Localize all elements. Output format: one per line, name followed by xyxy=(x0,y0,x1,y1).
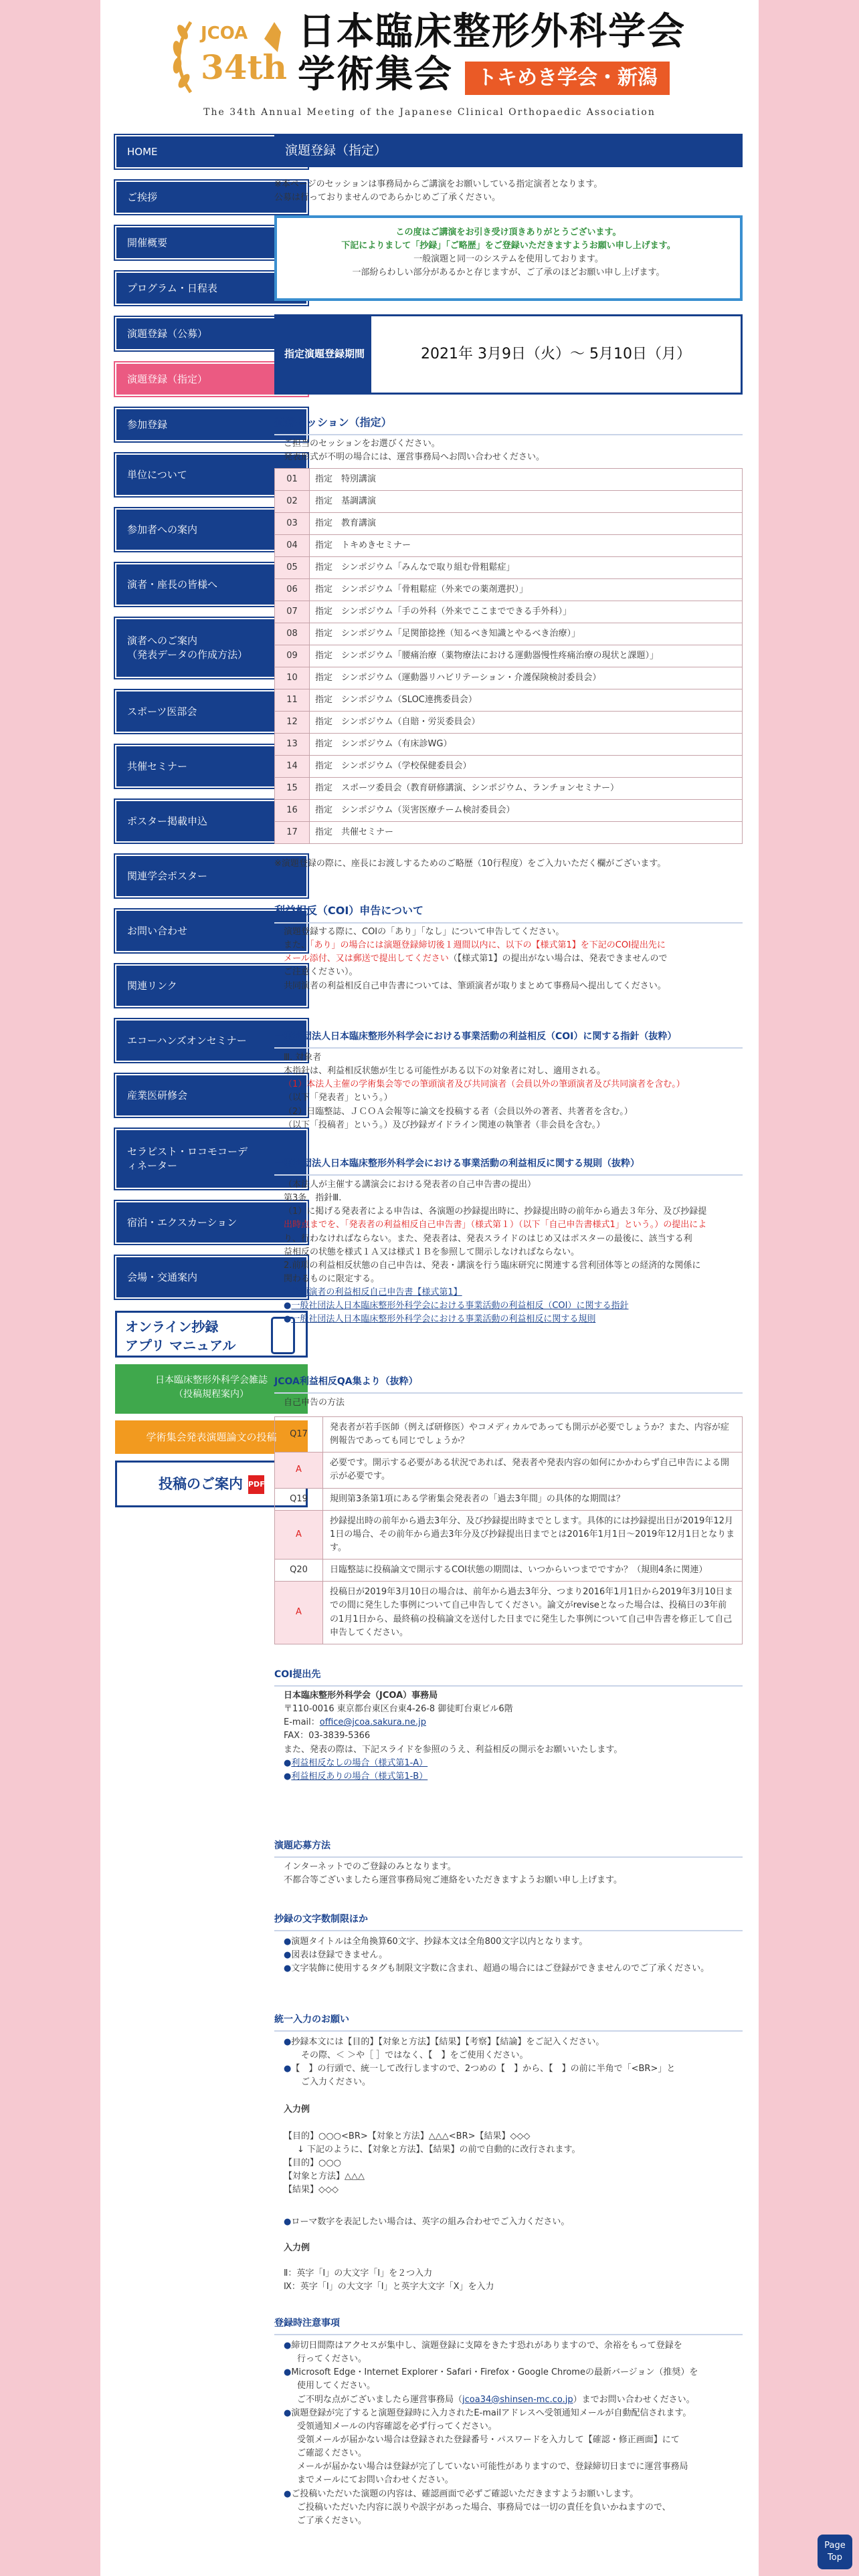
sidebar-item-label: 宿泊・エクスカーション xyxy=(127,1216,237,1228)
app-manual-line1: オンライン抄録 xyxy=(125,1319,219,1335)
sidebar-item-label: 産業医研修会 xyxy=(127,1089,188,1101)
session-number: 12 xyxy=(275,712,310,734)
coi-slide-item[interactable] xyxy=(284,1770,743,1784)
sessions-table xyxy=(274,468,743,844)
limit-text-part: 図表は登録できません。 xyxy=(291,1950,388,1961)
notes-line: 受領メールが届かない場合は登録された登録番号・パスワードを入力して【確認・修正画面】にて xyxy=(297,2434,680,2445)
rules-line: （本法人が主催する講演会における発表者の自己申告書の提出） xyxy=(284,1180,537,1190)
session-name: 指定 スポーツ委員会（教育研修講演、シンポジウム、ランチョンセミナー） xyxy=(310,778,743,800)
sidebar-item-label: 演題登録（指定） xyxy=(127,372,208,385)
session-number: 16 xyxy=(275,800,310,822)
table-row xyxy=(275,756,743,778)
bullet-icon: ● xyxy=(284,1314,292,1325)
rules-line: 出時点までを、「発表者の利益相反自己申告書」（様式第１）（以下「自己申告書様式1」という。）の提出によ xyxy=(284,1220,707,1230)
rules-link[interactable]: 一般社団法人日本臨床整形外科学会における事業活動の利益相反に関する規則 xyxy=(291,1314,596,1325)
intro-text xyxy=(274,178,743,205)
qa-table xyxy=(274,1416,743,1644)
bullet-icon: ● xyxy=(284,2064,292,2074)
limit-line xyxy=(284,1949,743,1962)
coi-line: 共同演者の利益相反自己申告書については、筆頭演者が取りまとめて事務局へ提出してください。 xyxy=(284,980,666,991)
guideline-line: （1）本法人主催の学術集会等での筆頭演者及び共同演者（会員以外の筆頭演者及び共同演者を含む。） xyxy=(284,1079,685,1090)
session-number: 10 xyxy=(275,667,310,689)
bullet-icon: ● xyxy=(284,1287,292,1298)
unified-text-part: 抄録本文には【目的】【対象と方法】【結果】【考察】【結論】をご記入ください。 xyxy=(291,2037,605,2047)
table-row xyxy=(275,601,743,623)
sidebar-item-label: HOME xyxy=(127,145,158,158)
sidebar-item-label: 参加登録 xyxy=(127,418,168,431)
notes-line: までメールにてお問い合わせください。 xyxy=(297,2475,454,2486)
table-row xyxy=(275,1582,743,1644)
table-row xyxy=(275,1453,743,1488)
bullet-icon: ● xyxy=(284,1937,292,1947)
qa-answer-text: 抄録提出時の前年から過去3年分、及び抄録提出時までとします。具体的には抄録提出日が2019年12月1日の場合、その前年から過去3年分及び抄録提出日までとは2016年1月1日～2019年12月1日となります。 xyxy=(323,1510,743,1559)
qa-question-text: 規則第3条第1項にある学術集会発表者の「過去3年間」の具体的な期間は？ xyxy=(323,1488,743,1510)
sidebar-item-label: 参加者への案内 xyxy=(127,523,198,536)
guideline-line: 本指針は、利益相反状態が生じる可能性がある以下の対象者に対し、適用される。 xyxy=(284,1066,606,1077)
guideline-line: （2）日臨整誌、ＪＣＯＡ会報等に論文を投稿する者（会員以外の著者、共著者を含む。） xyxy=(284,1106,633,1117)
rules-line: （1）に掲げる発表者による申告は、各演題の抄録提出時に、抄録提出時の前年から過去３年分、及び抄録提 xyxy=(284,1206,707,1217)
logo-laurel-icon[interactable] xyxy=(164,12,291,99)
unified-line: その際、＜ ＞や［ ］ではなく、【 】をご使用ください。 xyxy=(301,2050,529,2061)
coi-text-part: メール添付、又は郵送で提出してください xyxy=(284,954,449,964)
notice-box xyxy=(274,215,743,301)
session-number: 09 xyxy=(275,645,310,667)
coi-submit-line: 〒110-0016 東京都台東区台東4-26-8 御徒町台東ビル6階 xyxy=(284,1704,513,1715)
header-subtitle: The 34th Annual Meeting of the Japanese Clinical Orthopaedic Association xyxy=(203,107,656,118)
bullet-icon: ● xyxy=(284,2407,292,2418)
unified-text xyxy=(284,2036,743,2294)
intro-line: 公募は行っておりませんのであらかじめご了承ください。 xyxy=(274,193,501,203)
rules-heading: 一般社団法人日本臨床整形外科学会における事業活動の利益相反に関する規則（抜粋） xyxy=(274,1157,743,1176)
table-row xyxy=(275,689,743,712)
example-line: 【結果】◇◇◇ xyxy=(284,2185,339,2195)
sidebar-item-links[interactable] xyxy=(115,964,308,1007)
table-row xyxy=(275,734,743,756)
table-row xyxy=(275,535,743,557)
example-line: ↓ 下記のように、【対象と方法】、【結果】の前で自動的に改行されます。 xyxy=(297,2144,581,2155)
period-box xyxy=(274,314,743,395)
sidebar-item-label: 会場・交通案内 xyxy=(127,1271,198,1283)
session-name: 指定 トキめきセミナー xyxy=(310,535,743,557)
limit-text-part: 文字装飾に使用するタグも制限文字数に含まれ、超過の場合にはご登録ができませんのでご了承ください。 xyxy=(291,1963,710,1974)
rules-line: り、行わなければならない。また、発表者は、発表スライドのはじめ又はポスターの最後に、該当する利 xyxy=(284,1233,692,1244)
example2-label: 入力例 xyxy=(284,2242,310,2253)
session-name: 指定 特別講演 xyxy=(310,469,743,491)
notes-line xyxy=(284,2488,743,2501)
table-row xyxy=(275,822,743,844)
guideline-heading: 一般社団法人日本臨床整形外科学会における事業活動の利益相反（COI）に関する指針（抜粋） xyxy=(274,1030,743,1049)
session-number: 04 xyxy=(275,535,310,557)
table-row xyxy=(275,1510,743,1559)
bullet-icon: ● xyxy=(284,2037,292,2047)
session-name: 指定 シンポジウム（自賠・労災委員会） xyxy=(310,712,743,734)
bullet-icon: ● xyxy=(284,1963,292,1974)
guideline-line: （以下「投稿者」という。）及び抄録ガイドライン関連の執筆者（非会員を含む。） xyxy=(284,1119,605,1130)
session-number: 15 xyxy=(275,778,310,800)
limit-text xyxy=(284,1935,743,1975)
coi-text xyxy=(284,926,743,993)
sidebar-item-label: ポスター掲載申込 xyxy=(127,815,208,827)
sidebar-item-label: 共催セミナー xyxy=(127,760,188,772)
notes-text-part: Microsoft Edge・Internet Explorer・Safari・Firefox・Google Chromeの最新バージョン（推奨）を xyxy=(291,2367,698,2378)
qa-question-text: 日臨整誌に投稿論文で開示するCOI状態の期間は、いつからいつまでですか？（規則4条に関連） xyxy=(323,1560,743,1582)
qa-answer-text: 投稿日が2019年3月10日の場合は、前年から過去3年分、つまり2016年1月1日から2019年3月10日までの間に発生した事例について自己申告してください。論文がreviseとなった場合は、投稿日の3年前の1月1日から、最終稿の投稿論文を送付した日までに発生した事例について自己申告書を修正して自己申告してください。 xyxy=(323,1582,743,1644)
table-row xyxy=(275,513,743,535)
sidebar-item-label: ィネーター xyxy=(127,1160,178,1172)
session-name: 指定 シンポジウム（災害医療チーム検討委員会） xyxy=(310,800,743,822)
coi-submit-line xyxy=(284,1716,743,1729)
method-text xyxy=(284,1860,743,1887)
notes-text-part: 演題登録が完了すると演題登録時に入力されたE-mailアドレスへ受領通知メールが自動配信されます。 xyxy=(291,2407,692,2418)
header-title-line2: 学術集会 xyxy=(298,53,453,96)
table-row xyxy=(275,1488,743,1510)
notes-line xyxy=(284,2407,743,2420)
bullet-icon: ● xyxy=(284,2341,292,2351)
notes-text-part: ）までお問い合わせください。 xyxy=(573,2394,695,2405)
qa-answer-text: 必要です。開示する必要がある状況であれば、発表者や発表内容の如何にかかわらず自己申告による開示が必要です。 xyxy=(323,1453,743,1488)
page xyxy=(100,0,759,2576)
table-row xyxy=(275,778,743,800)
unified-text-part: 【 】の行頭で、統一して改行しますので、2つめの【 】から、【 】の前に半角で「<BR>」と xyxy=(291,2064,676,2074)
notes-line xyxy=(284,2366,743,2379)
coi-submit-heading: COI提出先 xyxy=(274,1668,743,1687)
qa-answer-key: A xyxy=(275,1453,323,1488)
table-row xyxy=(275,1417,743,1453)
coi-line: 演題登録する際に、COIの「あり」「なし」について申告してください。 xyxy=(284,927,565,937)
sessions-note xyxy=(284,437,743,464)
header-title-line1: 日本臨床整形外科学会 xyxy=(298,10,686,53)
session-name: 指定 シンポジウム（有床診WG） xyxy=(310,734,743,756)
sidebar-item-hotel[interactable] xyxy=(115,1201,308,1244)
table-row xyxy=(275,645,743,667)
logo-text: JCOA xyxy=(201,23,248,43)
table-row xyxy=(275,1560,743,1582)
rules-link-item[interactable] xyxy=(284,1313,743,1326)
rules-line: 関わるものに限定する。 xyxy=(284,1273,380,1284)
notes-heading: 登録時注意事項 xyxy=(274,2317,743,2335)
notes-line xyxy=(284,2393,743,2407)
session-name: 指定 シンポジウム（SLOC連携委員会） xyxy=(310,689,743,712)
page-top-line: Page xyxy=(824,2541,846,2551)
coi-slide-item[interactable] xyxy=(284,1757,743,1770)
notice-line: 下記によりまして「抄録」「ご略歴」をご登録いただきますようお願い申し上げます。 xyxy=(341,241,676,251)
table-row xyxy=(275,491,743,513)
unified-heading: 統一入力のお願い xyxy=(274,2013,743,2032)
coi-line xyxy=(284,939,743,952)
session-name: 指定 シンポジウム「足関節捻挫（知るべき知識とやるべき治療）」 xyxy=(310,623,743,645)
header-badge: トキめき学会・新潟 xyxy=(465,62,670,95)
unified-line xyxy=(284,2036,743,2049)
method-heading: 演題応募方法 xyxy=(274,1839,743,1858)
bullet-icon: ● xyxy=(284,2488,292,2499)
session-number: 07 xyxy=(275,601,310,623)
sidebar-item-label: プログラム・日程表 xyxy=(127,282,217,294)
qa-answer-key: A xyxy=(275,1510,323,1559)
coi-submit-line: また、発表の際は、下記スライドを参照のうえ、利益相反の開示をお願いいたします。 xyxy=(284,1744,623,1755)
limit-heading: 抄録の文字数制限ほか xyxy=(274,1913,743,1931)
notes-line: 受領通知メールの内容確認を必ず行ってください。 xyxy=(297,2421,497,2432)
sessions-note-line: ご担当のセッションをお選びください。 xyxy=(284,439,440,449)
table-row xyxy=(275,579,743,601)
session-name: 指定 シンポジウム「腰痛治療（薬物療法における運動器慢性疼痛治療の現状と課題）」 xyxy=(310,645,743,667)
coi-text-part: （【様式第1】の提出がない場合は、発表できませんので xyxy=(448,954,668,964)
guideline-line: Ⅲ. 対象者 xyxy=(284,1053,322,1063)
unified-line: ご入力ください。 xyxy=(301,2077,371,2088)
sessions-note-line: 発表形式が不明の場合には、運営事務局へお問い合わせください。 xyxy=(284,452,545,463)
app-manual-button[interactable] xyxy=(115,1311,308,1358)
coi-slide-link[interactable]: 利益相反ありの場合（様式第1-B） xyxy=(291,1771,428,1782)
session-number: 05 xyxy=(275,557,310,579)
qa-sub: 自己申告の方法 xyxy=(284,1398,345,1408)
rules-link[interactable]: 筆頭演者の利益相反自己申告書【様式第1】 xyxy=(291,1287,462,1298)
roman-text: ローマ数字を表記したい場合は、英字の組み合わせでご入力ください。 xyxy=(291,2217,570,2228)
session-name: 指定 シンポジウム「手の外科（外来でここまでできる手外科）」 xyxy=(310,601,743,623)
example2-line: Ⅱ：英字「I」の大文字「I」を２つ入力 xyxy=(284,2268,433,2278)
rules-link[interactable]: 一般社団法人日本臨床整形外科学会における事業活動の利益相反（COI）に関する指針 xyxy=(291,1301,629,1311)
bullet-icon: ● xyxy=(284,1771,292,1782)
coi-line: ご注意ください）。 xyxy=(284,967,358,978)
coi-heading: 利益相反（COI）申告について xyxy=(274,903,743,924)
session-name: 指定 シンポジウム「みんなで取り組む骨粗鬆症」 xyxy=(310,557,743,579)
qa-question-key: Q17 xyxy=(275,1417,323,1453)
coi-text-part: また、 xyxy=(284,940,310,951)
limit-line xyxy=(284,1935,743,1949)
table-row xyxy=(275,712,743,734)
rules-line: 益相反の状態を様式１Ａ又は様式１Ｂを参照して開示しなければならない。 xyxy=(284,1247,580,1257)
unified-line xyxy=(284,2062,743,2076)
journal-line1: 日本臨床整形外科学会雑誌 xyxy=(155,1375,268,1386)
coi-submit-line: FAX：03-3839-5366 xyxy=(284,1731,371,1741)
qa-answer-key: A xyxy=(275,1582,323,1644)
period-label: 指定演題登録期間 xyxy=(276,316,371,393)
rules-link-item[interactable] xyxy=(284,1286,743,1299)
site-header xyxy=(100,0,759,127)
sidebar-item-label: スポーツ医部会 xyxy=(127,705,197,718)
guideline-line: （以下「発表者」という。） xyxy=(284,1093,393,1103)
session-name: 指定 共催セミナー xyxy=(310,822,743,844)
notice-line: 一部紛らわしい部分があるかと存じますが、ご了承のほどお願い申し上げます。 xyxy=(352,267,665,278)
rules-text xyxy=(284,1178,743,1327)
table-row xyxy=(275,623,743,645)
notes-email-link[interactable]: jcoa34@shinsen-mc.co.jp xyxy=(462,2394,573,2405)
guideline-text xyxy=(284,1051,743,1132)
page-top-line: Top xyxy=(828,2553,842,2563)
sidebar-item-access[interactable] xyxy=(115,1256,308,1299)
sidebar-item-label: ご挨拶 xyxy=(127,191,158,203)
period-value: 2021年 3月9日（火）～ 5月10日（月） xyxy=(421,345,691,362)
session-name: 指定 シンポジウム（運動器リハビリテーション・介護保険検討委員会） xyxy=(310,667,743,689)
page-title: 演題登録（指定） xyxy=(274,134,743,167)
example-label: 入力例 xyxy=(284,2104,310,2115)
coi-text-part: 「あり」の場合には演題登録締切後１週間以内に、以下の【様式第1】を下記のCOI提出先に xyxy=(310,940,666,951)
notes-text xyxy=(284,2339,743,2528)
session-number: 03 xyxy=(275,513,310,535)
limit-line xyxy=(284,1962,743,1975)
coi-line xyxy=(284,952,743,966)
example-line: 【目的】○○○ xyxy=(284,2157,342,2168)
notes-text-part: ご投稿いただいた演題の内容は、確認画面で必ずご確認いただきますようお願いします。 xyxy=(291,2488,639,2499)
session-number: 13 xyxy=(275,734,310,756)
logo-number: 34th xyxy=(201,47,288,87)
session-number: 06 xyxy=(275,579,310,601)
notes-text-part: ご不明な点がございましたら運営事務局（ xyxy=(297,2394,463,2405)
rules-link-item[interactable] xyxy=(284,1299,743,1313)
table-row xyxy=(275,469,743,491)
qa-heading: JCOA利益相反QA集より（抜粋） xyxy=(274,1375,743,1394)
session-number: 02 xyxy=(275,491,310,513)
session-number: 08 xyxy=(275,623,310,645)
intro-line: ※本ページのセッションは事務局からご講演をお願いしている指定演者となります。 xyxy=(274,179,603,189)
notes-line: 使用してください。 xyxy=(297,2381,376,2391)
sidebar-item-label: お問い合わせ xyxy=(127,924,188,937)
example-line: 【目的】○○○<BR>【対象と方法】△△△<BR>【結果】◇◇◇ xyxy=(284,2131,531,2141)
notes-line: 行ってください。 xyxy=(297,2354,367,2365)
method-line: 不都合等ございましたら運営事務局宛ご連絡をいただきますようお願い申し上げます。 xyxy=(284,1875,622,1886)
session-name: 指定 シンポジウム（学校保健委員会） xyxy=(310,756,743,778)
session-number: 17 xyxy=(275,822,310,844)
coi-submit-line: 日本臨床整形外科学会（JCOA）事務局 xyxy=(284,1691,438,1701)
sidebar-item-label: 演者へのご案内 xyxy=(127,635,198,647)
notes-line xyxy=(284,2339,743,2353)
table-row xyxy=(275,800,743,822)
submission-guide-label: 投稿のご案内 xyxy=(159,1476,243,1492)
pdf-icon: PDF xyxy=(248,1475,264,1494)
roman-line xyxy=(284,2216,743,2229)
example2-line: Ⅸ：英字「I」の大文字「I」と英字大文字「X」を入力 xyxy=(284,2281,494,2292)
bullet-icon: ● xyxy=(284,1757,292,1768)
bullet-icon: ● xyxy=(284,2367,292,2378)
example-line: 【対象と方法】△△△ xyxy=(284,2171,365,2182)
coi-submit-text xyxy=(284,1689,743,1784)
coi-slide-link[interactable]: 利益相反なしの場合（様式第1-A） xyxy=(291,1757,428,1768)
table-row xyxy=(275,557,743,579)
qa-question-text: 発表者が若手医師（例えば研修医）やコメディカルであっても開示が必要でしょうか？また、内容が症例報告であっても同じでしょうか？ xyxy=(323,1417,743,1453)
sidebar-item-label: 開催概要 xyxy=(127,236,168,249)
email-label: E-mail： xyxy=(284,1717,320,1728)
sidebar-item-label: 関連学会ポスター xyxy=(127,869,208,882)
app-manual-line2: アプリ マニュアル xyxy=(125,1337,236,1354)
essay-button[interactable]: 学術集会発表演題論文の投稿 xyxy=(115,1420,308,1454)
notice-line: 一般演題と同一のシステムを使用しております。 xyxy=(413,254,603,265)
bullet-icon: ● xyxy=(284,1301,292,1311)
qa-question-key: Q19 xyxy=(275,1488,323,1510)
bullet-icon: ● xyxy=(284,1950,292,1961)
rules-line: 第3条 指針Ⅲ. xyxy=(284,1193,342,1204)
notes-line: ご了承ください。 xyxy=(297,2515,367,2526)
session-number: 01 xyxy=(275,469,310,491)
session-number: 14 xyxy=(275,756,310,778)
notice-line: この度はご講演をお引き受け頂きありがとうございます。 xyxy=(395,227,622,237)
sidebar-item-label: 単位について xyxy=(127,468,187,481)
sidebar-item-label: 演者・座長の皆様へ xyxy=(127,578,218,591)
sidebar-item-occupational[interactable] xyxy=(115,1074,308,1117)
sidebar-item-label: 関連リンク xyxy=(127,979,177,992)
notes-line: メールが届かない場合は登録が完了していない可能性がありますので、登録締切日までに運営事務局 xyxy=(297,2462,688,2472)
qa-question-key: Q20 xyxy=(275,1560,323,1582)
bullet-icon: ● xyxy=(284,2217,292,2228)
notes-line: ご投稿いただいた内容に誤りや誤字があった場合、事務局では一切の責任を負いかねますので、 xyxy=(297,2502,671,2512)
page-top-button[interactable] xyxy=(818,2535,852,2569)
method-line: インターネットでのご登録のみとなります。 xyxy=(284,1862,456,1872)
rules-line: 2.前項の利益相反状態の自己申告は、発表・講演を行う臨床研究に関連する営利団体等との経済的な関係に xyxy=(284,1260,701,1271)
limit-text-part: 演題タイトルは全角換算60文字、抄録本文は全角800文字以内となります。 xyxy=(291,1937,588,1947)
notes-line: ご確認ください。 xyxy=(297,2448,367,2459)
coi-email-link[interactable]: office@jcoa.sakura.ne.jp xyxy=(319,1717,427,1728)
session-name: 指定 シンポジウム「骨粗鬆症（外来での薬剤選択）」 xyxy=(310,579,743,601)
sessions-footnote: ※演題登録の際に、座長にお渡しするためのご略歴（10行程度）をご入力いただく欄がございます。 xyxy=(274,859,666,869)
session-name: 指定 基調講演 xyxy=(310,491,743,513)
sidebar-item-label: （発表データの作成方法） xyxy=(127,649,248,661)
sidebar-item-label: エコーハンズオンセミナー xyxy=(127,1034,247,1047)
sidebar-item-label: セラピスト・ロコモコーデ xyxy=(127,1146,248,1158)
session-name: 指定 教育講演 xyxy=(310,513,743,535)
table-row xyxy=(275,667,743,689)
session-number: 11 xyxy=(275,689,310,712)
notes-text-part: 締切日間際はアクセスが集中し、演題登録に支障をきたす恐れがありますので、余裕をもって登録を xyxy=(291,2341,682,2351)
sidebar-item-label: 演題登録（公募） xyxy=(127,327,208,340)
sessions-heading: 登録セッション（指定） xyxy=(274,415,743,435)
journal-line2: （投稿規程案内） xyxy=(174,1389,249,1400)
